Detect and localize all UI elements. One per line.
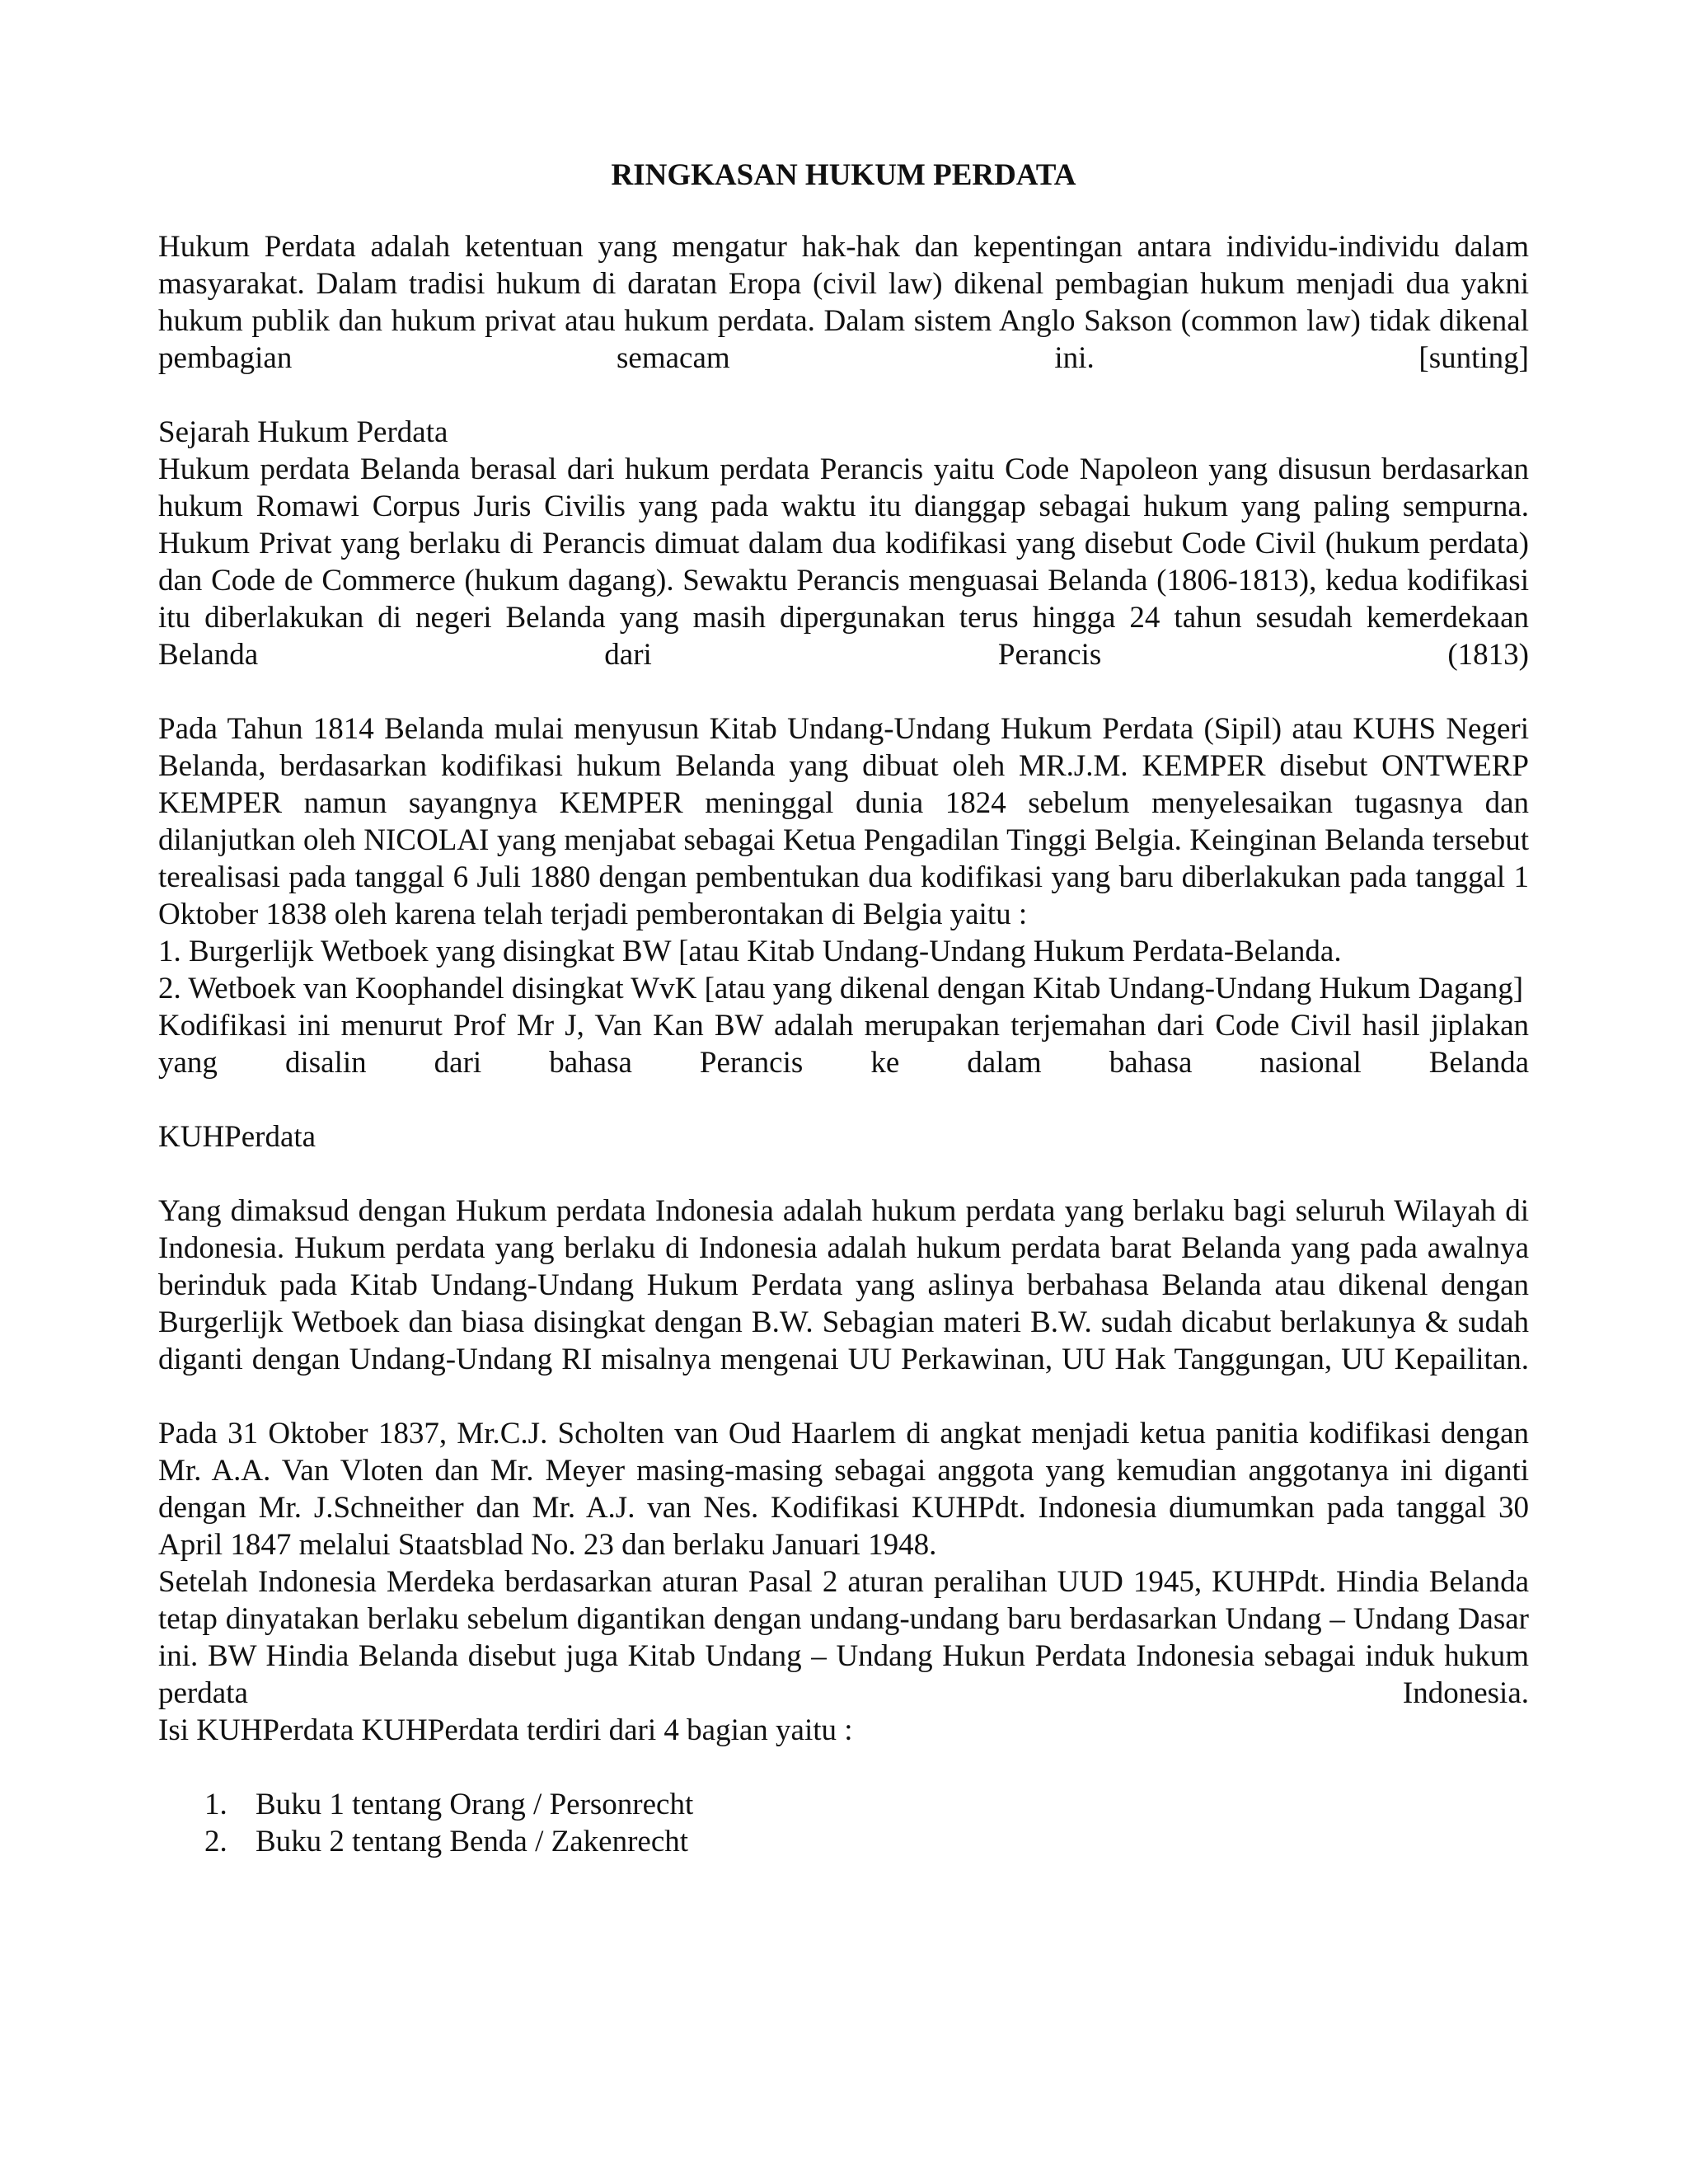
spacer: [158, 377, 1529, 414]
kuh-paragraph-3: Setelah Indonesia Merdeka berdasarkan aturan Pasal 2 aturan peralihan UUD 1945, KUHPdt. Hindia Belanda tetap dinyatakan berlaku sebelum digantikan dengan undang-undang baru berdasarkan Undang – Undang Dasar ini. BW Hindia Belanda disebut juga Kitab Undang – Undang Hukun Perdata Indonesia sebagai induk hukum perdata Indonesia.: [158, 1565, 1529, 1710]
kuh-paragraph-4: Isi KUHPerdata KUHPerdata terdiri dari 4 bagian yaitu :: [158, 1713, 853, 1747]
spacer: [158, 1081, 1529, 1118]
list-item: [158, 1786, 1529, 1823]
list-item-number: 1.: [204, 1788, 227, 1821]
sejarah-paragraph-3: Kodifikasi ini menurut Prof Mr J, Van Kan BW adalah merupakan terjemahan dari Code Civil hasil jiplakan yang disalin dari bahasa Perancis ke dalam bahasa nasional Belanda: [158, 1009, 1529, 1080]
list-item-text: Buku 2 tentang Benda / Zakenrecht: [256, 1825, 689, 1858]
section-heading-sejarah: Sejarah Hukum Perdata: [158, 415, 448, 449]
codification-item-1: 1. Burgerlijk Wetboek yang disingkat BW [atau Kitab Undang-Undang Hukum Perdata-Belanda.: [158, 935, 1342, 968]
codification-item-2: 2. Wetboek van Koophandel disingkat WvK [atau yang dikenal dengan Kitab Undang-Undang Hukum Dagang]: [158, 972, 1524, 1005]
spacer: [158, 673, 1529, 710]
sejarah-paragraph-1: Hukum perdata Belanda berasal dari hukum perdata Perancis yaitu Code Napoleon yang disusun berdasarkan hukum Romawi Corpus Juris Civilis yang pada waktu itu dianggap sebagai hukum yang paling sempurna. Hukum Privat yang berlaku di Perancis dimuat dalam dua kodifikasi yang disebut Code Civil (hukum perdata) dan Code de Commerce (hukum dagang). Sewaktu Perancis menguasai Belanda (1806-1813), kedua kodifikasi itu diberlakukan di negeri Belanda yang masih dipergunakan terus hingga 24 tahun sesudah kemerdekaan Belanda dari Perancis (1813): [158, 452, 1529, 672]
document-body: [158, 157, 1529, 1860]
book-list: [158, 1786, 1529, 1860]
sejarah-paragraph-2: Pada Tahun 1814 Belanda mulai menyusun Kitab Undang-Undang Hukum Perdata (Sipil) atau KUHS Negeri Belanda, berdasarkan kodifikasi hukum Belanda yang dibuat oleh MR.J.M. KEMPER disebut ONTWERP KEMPER namun sayangnya KEMPER meninggal dunia 1824 sebelum menyelesaikan tugasnya dan dilanjutkan oleh NICOLAI yang menjabat sebagai Ketua Pengadilan Tinggi Belgia. Keinginan Belanda tersebut terealisasi pada tanggal 6 Juli 1880 dengan pembentukan dua kodifikasi yang baru diberlakukan pada tanggal 1 Oktober 1838 oleh karena telah terjadi pemberontakan di Belgia yaitu :: [158, 712, 1529, 931]
kuh-paragraph-2: Pada 31 Oktober 1837, Mr.C.J. Scholten van Oud Haarlem di angkat menjadi ketua panitia kodifikasi dengan Mr. A.A. Van Vloten dan Mr. Meyer masing-masing sebagai anggota yang kemudian anggotanya ini diganti dengan Mr. J.Schneither dan Mr. A.J. van Nes. Kodifikasi KUHPdt. Indonesia diumumkan pada tanggal 30 April 1847 melalui Staatsblad No. 23 dan berlaku Januari 1948.: [158, 1417, 1529, 1562]
spacer: [158, 1378, 1529, 1415]
section-heading-kuhperdata: KUHPerdata: [158, 1120, 316, 1154]
list-item-text: Buku 1 tentang Orang / Personrecht: [256, 1788, 694, 1821]
list-item-number: 2.: [204, 1825, 227, 1858]
spacer: [158, 1749, 1529, 1786]
spacer: [158, 1155, 1529, 1193]
intro-paragraph: Hukum Perdata adalah ketentuan yang mengatur hak-hak dan kepentingan antara individu-individu dalam masyarakat. Dalam tradisi hukum di daratan Eropa (civil law) dikenal pembagian hukum menjadi dua yakni hukum publik dan hukum privat atau hukum perdata. Dalam sistem Anglo Sakson (common law) tidak dikenal pembagian semacam ini. [sunting]: [158, 230, 1529, 375]
document-title: RINGKASAN HUKUM PERDATA: [611, 158, 1076, 192]
list-item: [158, 1823, 1529, 1860]
kuh-paragraph-1: Yang dimaksud dengan Hukum perdata Indonesia adalah hukum perdata yang berlaku bagi seluruh Wilayah di Indonesia. Hukum perdata yang berlaku di Indonesia adalah hukum perdata barat Belanda yang pada awalnya berinduk pada Kitab Undang-Undang Hukum Perdata yang aslinya berbahasa Belanda atau dikenal dengan Burgerlijk Wetboek dan biasa disingkat dengan B.W. Sebagian materi B.W. sudah dicabut berlakunya & sudah diganti dengan Undang-Undang RI misalnya mengenai UU Perkawinan, UU Hak Tanggungan, UU Kepailitan.: [158, 1194, 1529, 1376]
